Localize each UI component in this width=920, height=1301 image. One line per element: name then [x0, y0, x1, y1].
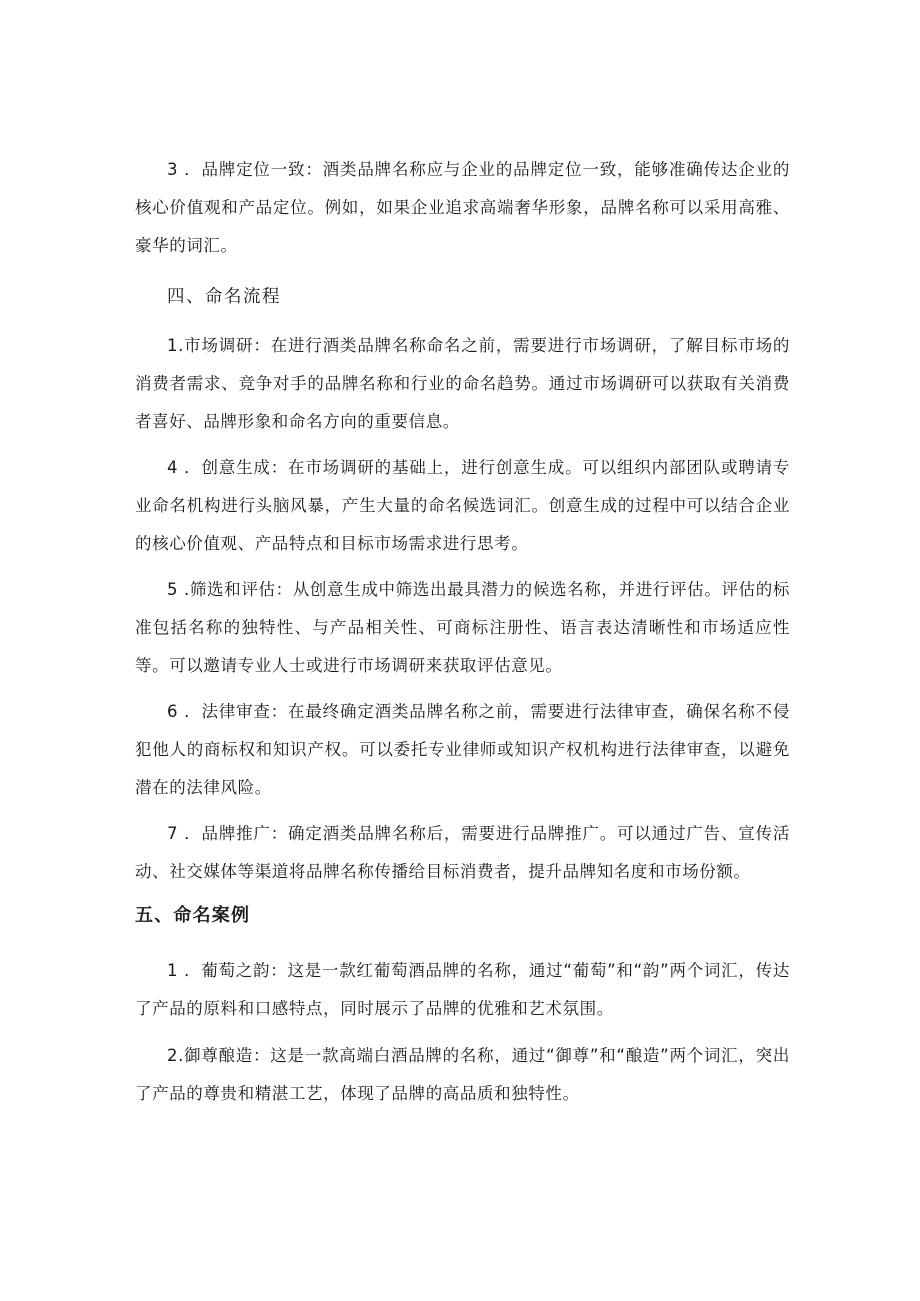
paragraph-brand-positioning: 3 ．品牌定位一致：酒类品牌名称应与企业的品牌定位一致，能够准确传达企业的核心价值观和产品定位。例如，如果企业追求高端奢华形象，品牌名称可以采用高雅、豪华的词汇。: [135, 160, 790, 255]
paragraph-screening-evaluation: 5 .筛选和评估：从创意生成中筛选出最具潜力的候选名称，并进行评估。评估的标准包括名称的独特性、与产品相关性、可商标注册性、语言表达清晰性和市场适应性等。可以邀请专业人士或进行市场调研来获取评估意见。: [135, 580, 790, 675]
paragraph-legal-review: 6 ．法律审查：在最终确定酒类品牌名称之前，需要进行法律审查，确保名称不侵犯他人的商标权和知识产权。可以委托专业律师或知识产权机构进行法律审查，以避免潜在的法律风险。: [135, 702, 790, 797]
paragraph-market-research: 1.市场调研：在进行酒类品牌名称命名之前，需要进行市场调研，了解目标市场的消费者需求、竞争对手的品牌名称和行业的命名趋势。通过市场调研可以获取有关消费者喜好、品牌形象和命名方向的重要信息。: [135, 336, 790, 431]
section-heading-naming-process: 四、命名流程: [167, 287, 281, 307]
paragraph-case-grape: 1 ．葡萄之韵：这是一款红葡萄酒品牌的名称，通过“葡萄”和“韵”两个词汇，传达了产品的原料和口感特点，同时展示了品牌的优雅和艺术氛围。: [135, 961, 790, 1018]
paragraph-creative-generation: 4 ．创意生成：在市场调研的基础上，进行创意生成。可以组织内部团队或聘请专业命名机构进行头脑风暴，产生大量的命名候选词汇。创意生成的过程中可以结合企业的核心价值观、产品特点和目标市场需求进行思考。: [135, 458, 790, 553]
paragraph-brand-promotion: 7 ．品牌推广：确定酒类品牌名称后，需要进行品牌推广。可以通过广告、宣传活动、社交媒体等渠道将品牌名称传播给目标消费者，提升品牌知名度和市场份额。: [135, 824, 790, 881]
section-heading-naming-cases: 五、命名案例: [135, 905, 251, 926]
paragraph-case-yuzun: 2.御尊酿造：这是一款高端白酒品牌的名称，通过“御尊”和“酿造”两个词汇，突出了产品的尊贵和精湛工艺，体现了品牌的高品质和独特性。: [135, 1046, 790, 1103]
